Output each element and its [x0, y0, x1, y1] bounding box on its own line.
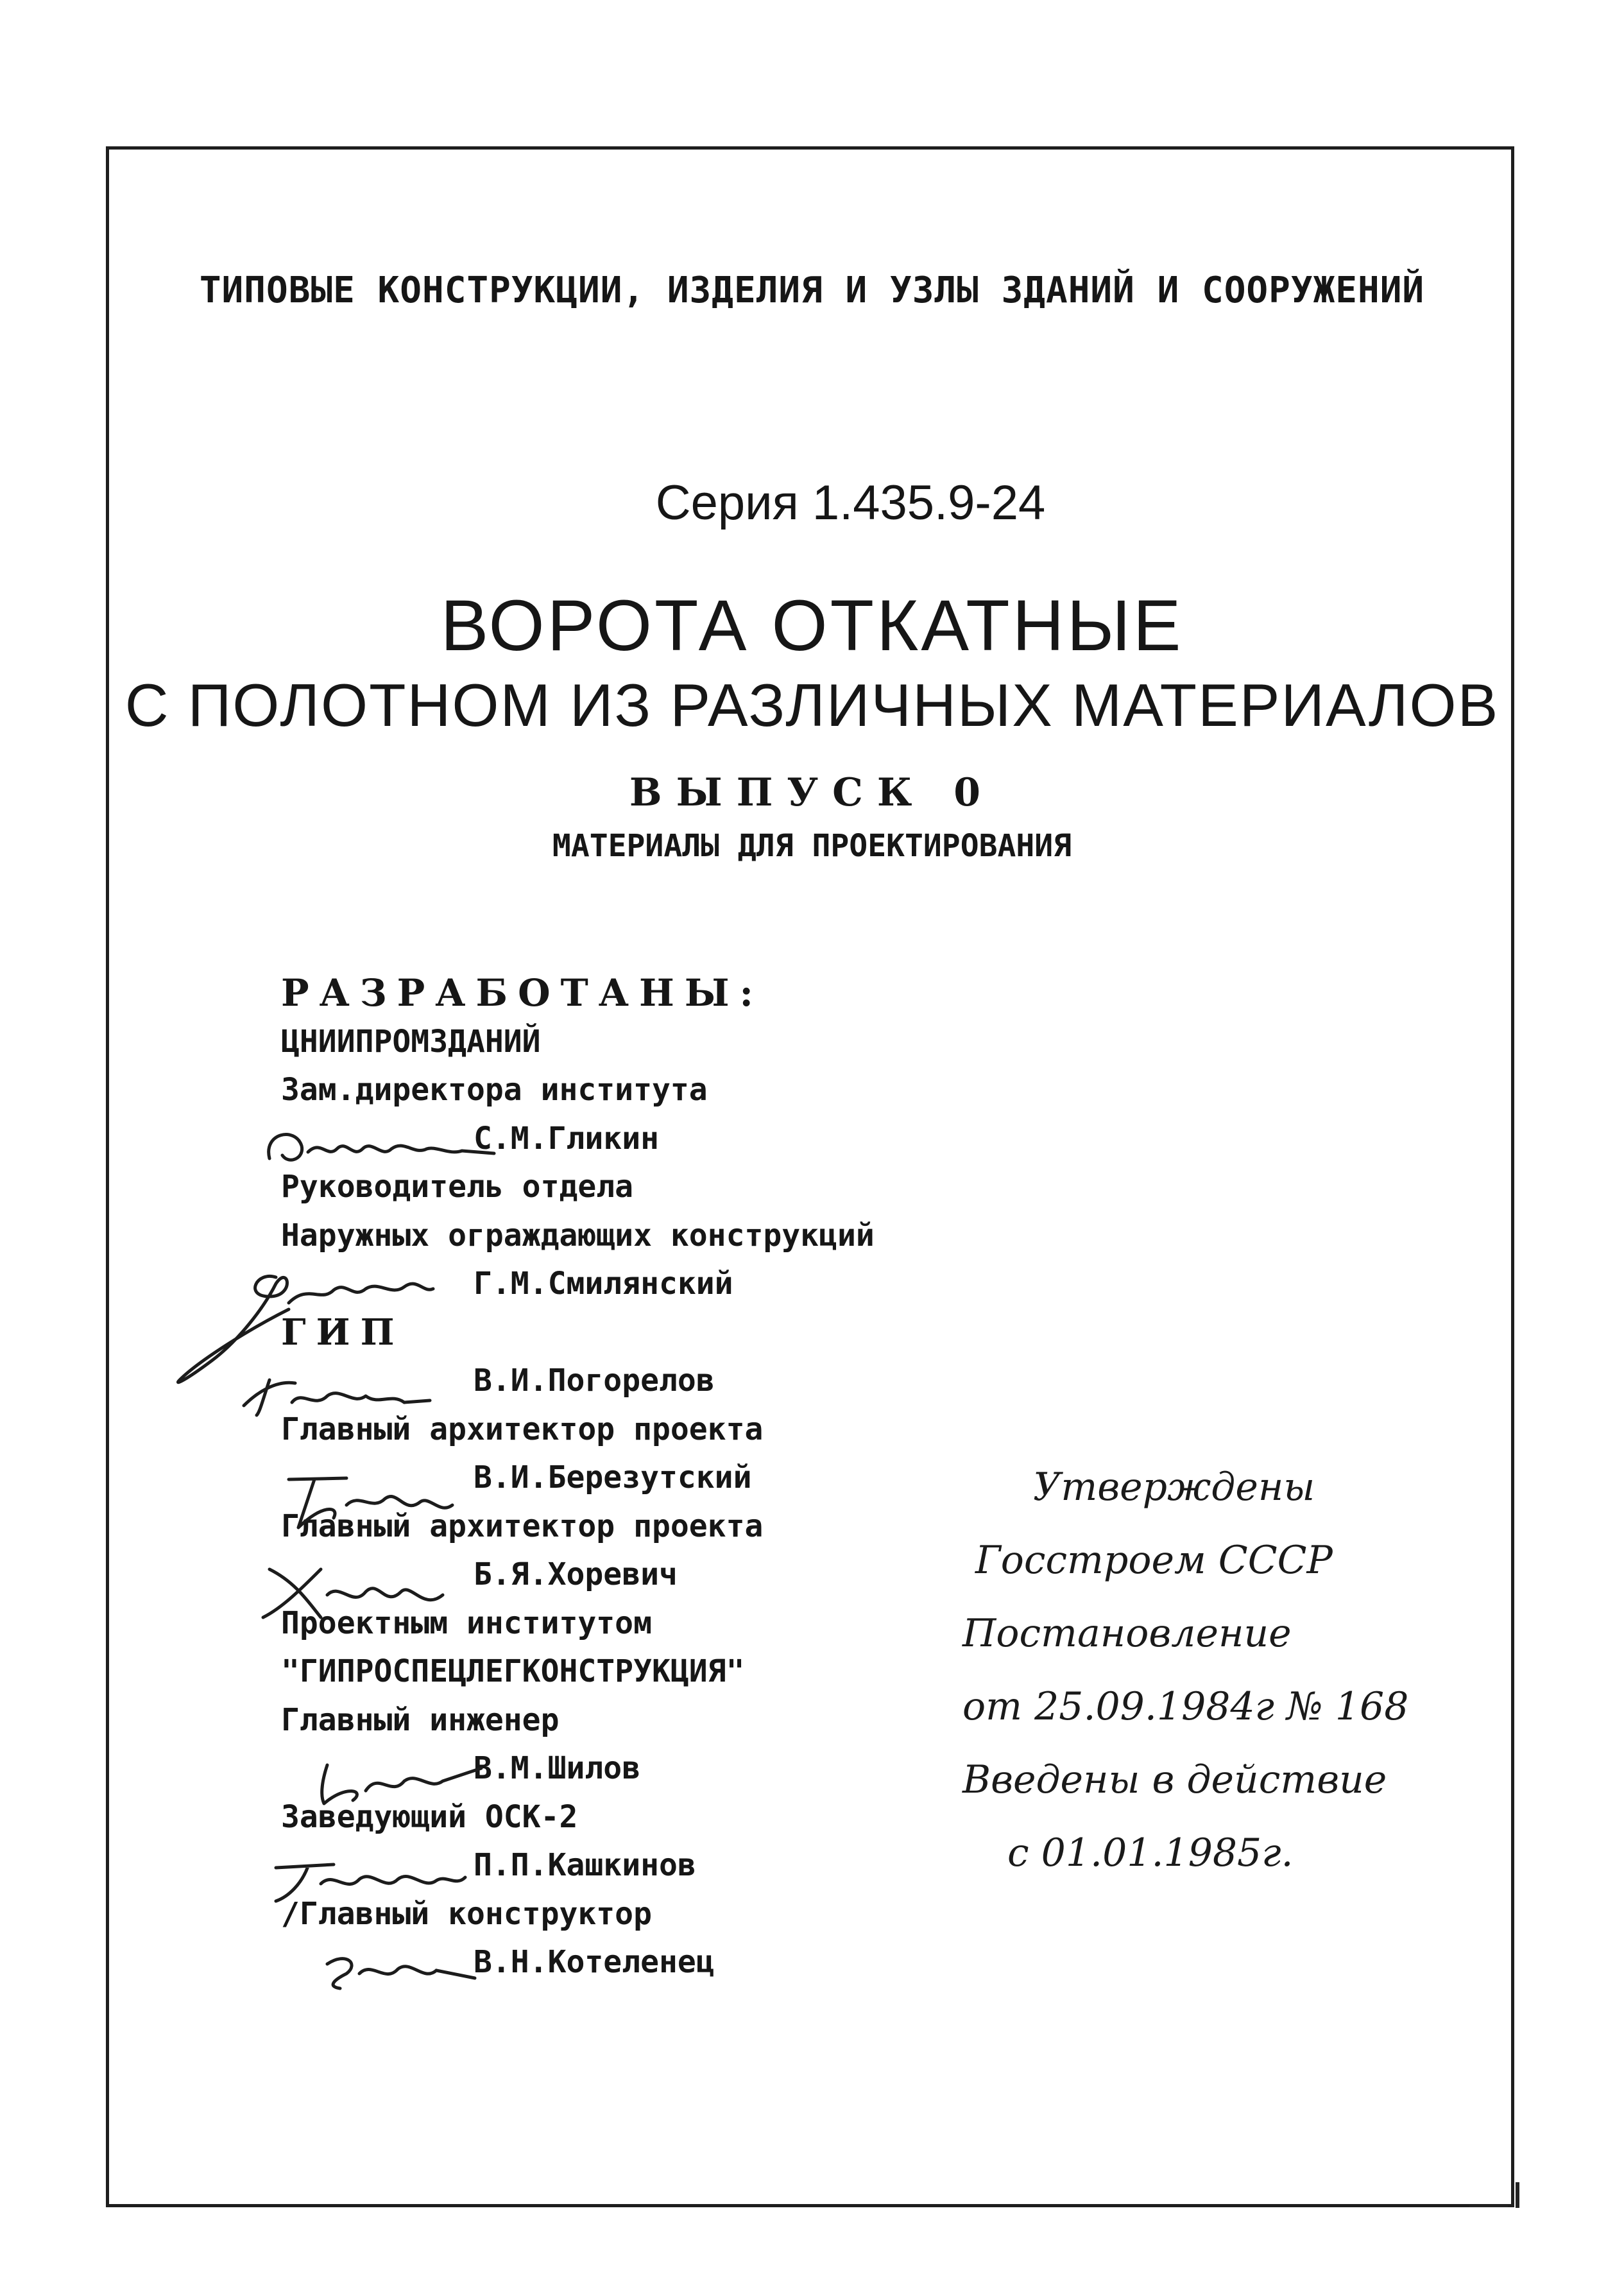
developer-name: В.И.Погорелов — [474, 1363, 715, 1399]
developer-name: В.И.Березутский — [474, 1460, 752, 1495]
signature-berezutsky — [276, 1467, 462, 1537]
document-header: ТИПОВЫЕ КОНСТРУКЦИИ, ИЗДЕЛИЯ И УЗЛЫ ЗДАНИЙ И СООРУЖЕНИЙ — [199, 270, 1425, 311]
developer-name: С.М.Гликин — [474, 1120, 659, 1157]
developer-role: Руководитель отдела — [281, 1169, 634, 1205]
signature-kashkinov — [263, 1848, 475, 1906]
developer-name: В.Н.Котеленец — [474, 1944, 715, 1980]
developer-org: Проектным институтом — [281, 1605, 652, 1641]
scan-speck — [1469, 2205, 1508, 2207]
developer-role: Заведующий ОСК-2 — [281, 1798, 578, 1835]
developer-role: /Главный конструктор — [281, 1895, 652, 1932]
developer-name: Б.Я.Хоревич — [474, 1556, 678, 1592]
signature-glikin — [257, 1120, 500, 1178]
title-line-2: С ПОЛОТНОМ ИЗ РАЗЛИЧНЫХ МАТЕРИАЛОВ — [124, 671, 1500, 739]
developer-role: ГИП — [281, 1311, 405, 1354]
signature-kotelenets — [308, 1938, 488, 1996]
developer-org: "ГИПРОСПЕЦЛЕГКОНСТРУКЦИЯ" — [281, 1653, 745, 1689]
scan-speck — [1516, 2182, 1519, 2208]
developer-name: В.М.Шилов — [474, 1750, 641, 1786]
developer-name: Г.М.Смилянский — [474, 1266, 733, 1302]
approval-note — [962, 1451, 1409, 1890]
developer-role: Наружных ограждающих конструкций — [281, 1217, 875, 1253]
developer-role: Зам.директора института — [281, 1072, 708, 1108]
signature-pogorelov — [231, 1367, 443, 1425]
signature-shilov — [308, 1752, 488, 1810]
developers-heading: РАЗРАБОТАНЫ: — [281, 971, 764, 1015]
issue-number: ВЫПУСК 0 — [629, 770, 995, 815]
signature-khorevich — [250, 1556, 456, 1627]
approval-line: Введены в действие — [962, 1757, 1387, 1802]
developer-role: Главный архитектор проекта — [281, 1508, 764, 1544]
series-number: Серия 1.435.9-24 — [655, 476, 1046, 530]
developer-org: ЦНИИПРОМЗДАНИЙ — [281, 1023, 541, 1060]
document-subtitle: МАТЕРИАЛЫ ДЛЯ ПРОЕКТИРОВАНИЯ — [552, 828, 1072, 864]
developer-name: П.П.Кашкинов — [474, 1847, 696, 1883]
approval-line: с 01.01.1985г. — [1007, 1830, 1294, 1875]
approval-line: от 25.09.1984г № 168 — [962, 1684, 1409, 1729]
approval-line: Госстроем СССР — [975, 1538, 1333, 1583]
title-line-1: ВОРОТА ОТКАТНЫЕ — [440, 585, 1184, 666]
approval-line: Постановление — [962, 1611, 1292, 1656]
approval-line: Утверждены — [1033, 1465, 1315, 1510]
developer-role: Главный инженер — [281, 1701, 560, 1738]
developer-role: Главный архитектор проекта — [281, 1411, 764, 1447]
